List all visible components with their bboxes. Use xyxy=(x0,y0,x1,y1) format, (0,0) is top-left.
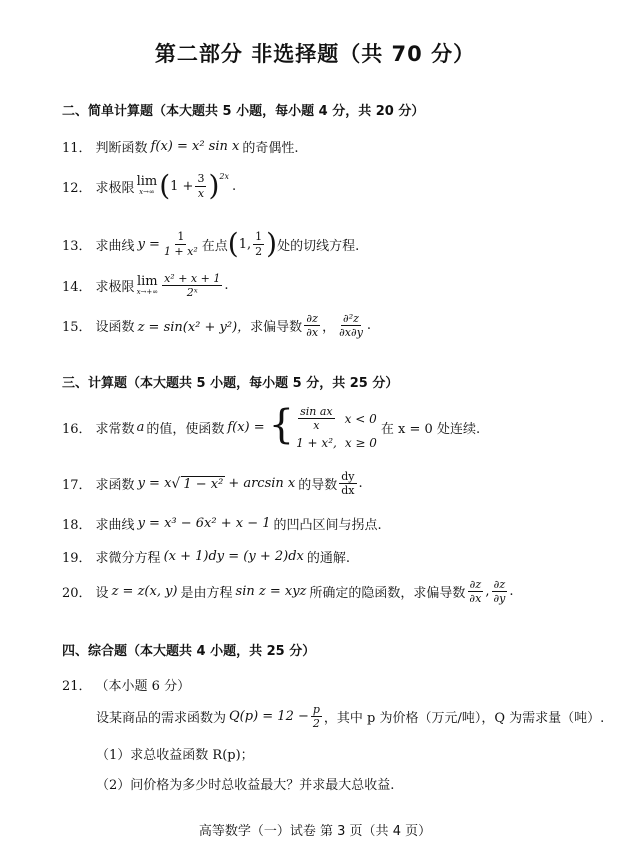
question-text: 的通解. xyxy=(306,551,350,566)
question-21-part-2: （2）问价格为多少时总收益最大？并求最大总收益. xyxy=(96,778,395,793)
denominator: ∂x xyxy=(306,326,319,340)
right-paren: ) xyxy=(266,227,278,260)
fraction xyxy=(195,172,206,199)
question-number: 20． xyxy=(62,586,92,602)
fraction xyxy=(253,230,264,257)
piecewise-function xyxy=(268,402,377,451)
numerator: 3 xyxy=(197,172,205,186)
question-text: 的值，使函数 xyxy=(146,422,225,438)
math-expression: + arcsin x xyxy=(228,476,296,492)
question-text: 在点 xyxy=(201,238,228,254)
radicand: 1 − x² xyxy=(183,476,224,492)
page-footer: 高等数学（一）试卷 第 3 页（共 4 页） xyxy=(198,824,432,839)
denominator: x xyxy=(313,419,320,433)
fraction xyxy=(339,470,356,497)
lim-symbol: lim xyxy=(136,174,158,189)
question-21-description xyxy=(96,703,604,730)
fraction xyxy=(467,578,483,605)
question-number: 11． xyxy=(62,141,92,156)
denominator: 2 xyxy=(312,717,320,731)
fraction xyxy=(162,272,222,299)
question-number: 12． xyxy=(62,180,92,196)
denominator: x xyxy=(197,186,205,200)
denominator: ∂x xyxy=(469,592,482,606)
left-paren: ( xyxy=(227,227,239,260)
question-number: 16． xyxy=(62,422,92,438)
fraction xyxy=(311,703,322,730)
section-heading-calc: 三、计算题（本大题共 5 小题，每小题 5 分，共 25 分） xyxy=(62,376,399,391)
numerator: ∂z xyxy=(493,578,506,591)
denominator: ∂y xyxy=(493,592,506,606)
question-text: 处的切线方程. xyxy=(277,238,360,254)
right-paren: ) xyxy=(208,169,220,202)
separator: ， xyxy=(322,320,336,336)
limit-subscript: x→+∞ xyxy=(136,287,159,296)
fraction xyxy=(337,312,365,339)
question-text: . xyxy=(232,178,237,194)
math-expression: f(x) = x² sin x xyxy=(150,139,240,154)
left-paren: ( xyxy=(159,169,171,202)
question-number: 14． xyxy=(62,280,92,296)
denominator: dx xyxy=(341,484,355,498)
separator: , xyxy=(485,584,490,600)
fraction xyxy=(304,312,320,339)
question-text: 在 x = 0 处连续. xyxy=(380,422,481,438)
question-text: 求常数 xyxy=(95,422,135,438)
question-text: . xyxy=(358,476,363,492)
question-text: . xyxy=(224,278,229,294)
question-text: 求极限 xyxy=(95,280,135,296)
math-expression: 1, xyxy=(238,236,252,252)
question-11 xyxy=(62,137,299,156)
question-17 xyxy=(62,470,363,497)
denominator: 1 + x² xyxy=(163,244,198,258)
question-16 xyxy=(62,402,481,451)
question-12 xyxy=(62,169,237,202)
question-text: 设函数 xyxy=(95,320,135,336)
numerator: 1 xyxy=(177,230,185,244)
piecewise-case-2 xyxy=(296,436,377,450)
section-heading-simple-calc: 二、简单计算题（本大题共 5 小题，每小题 4 分，共 20 分） xyxy=(62,104,425,119)
math-expression: y = xyxy=(137,236,160,252)
question-text: （本小题 6 分） xyxy=(95,679,191,694)
question-13 xyxy=(62,227,360,260)
question-text: 的导数 xyxy=(298,478,338,494)
left-brace: { xyxy=(268,402,295,448)
limit-operator xyxy=(137,275,159,297)
question-text: 求曲线 xyxy=(95,518,135,533)
question-text: ，其中 p 为价格（万元/吨），Q 为需求量（吨）. xyxy=(323,711,605,727)
question-number: 15． xyxy=(62,320,92,336)
numerator: p xyxy=(312,703,320,716)
limit-subscript: x→∞ xyxy=(139,188,155,197)
question-text: 是由方程 xyxy=(180,586,233,602)
section-heading-comprehensive: 四、综合题（本大题共 4 小题，共 25 分） xyxy=(62,644,316,659)
numerator: dy xyxy=(341,470,355,483)
question-text: 求函数 xyxy=(95,478,135,494)
question-number: 17． xyxy=(62,478,92,494)
question-number: 21． xyxy=(62,679,92,694)
numerator: ∂z xyxy=(306,312,318,325)
numerator: x² + x + 1 xyxy=(164,272,221,285)
question-18 xyxy=(62,514,382,533)
denominator: ∂x∂y xyxy=(339,326,363,340)
math-expression: z = sin(x² + y²)， xyxy=(137,320,251,336)
case-condition: x ≥ 0 xyxy=(344,436,377,451)
question-text: 判断函数 xyxy=(95,141,148,156)
question-text: 求极限 xyxy=(95,180,135,196)
math-expression: z = z(x, y) xyxy=(111,584,178,600)
radical-sign: √ xyxy=(171,475,181,492)
math-expression: y = x xyxy=(137,476,172,492)
question-number: 19． xyxy=(62,551,92,566)
limit-operator xyxy=(137,175,158,197)
question-text: . xyxy=(366,318,372,334)
question-19 xyxy=(62,547,350,566)
question-text: 设某商品的需求函数为 xyxy=(96,711,227,727)
numerator: sin ax xyxy=(300,405,333,418)
page-title: 第二部分 非选择题（共 70 分） xyxy=(154,42,476,66)
math-expression: y = x³ − 6x² + x − 1 xyxy=(137,516,271,531)
math-expression: 1 + xyxy=(170,178,194,194)
question-text: . xyxy=(509,584,514,600)
lim-symbol: lim xyxy=(136,273,158,289)
question-text: 设 xyxy=(95,586,109,602)
question-14 xyxy=(62,272,228,299)
question-text: 求微分方程 xyxy=(95,551,161,566)
math-expression: Q(p) = 12 − xyxy=(229,709,309,725)
math-expression: (x + 1)dy = (y + 2)dx xyxy=(163,549,304,564)
case-condition: x < 0 xyxy=(344,411,377,426)
question-20 xyxy=(62,578,514,605)
denominator: 2ˣ xyxy=(186,286,198,300)
question-number: 18． xyxy=(62,518,92,533)
math-expression: 1 + x², xyxy=(296,436,337,451)
math-variable: a xyxy=(136,420,145,436)
question-text: 的凹凸区间与拐点. xyxy=(273,518,382,533)
question-21-part-1: （1）求总收益函数 R(p)； xyxy=(96,748,254,763)
question-text: 求偏导数 xyxy=(250,320,303,336)
denominator: 2 xyxy=(255,244,263,258)
question-text: 所确定的隐函数，求偏导数 xyxy=(309,586,466,602)
numerator: ∂²z xyxy=(343,312,359,325)
fraction xyxy=(491,578,507,605)
math-expression: sin z = xyz xyxy=(235,584,307,600)
numerator: ∂z xyxy=(469,578,482,591)
fraction xyxy=(298,405,335,432)
exponent: 2x xyxy=(219,172,229,181)
question-text: 求曲线 xyxy=(95,238,135,254)
question-text: 的奇偶性. xyxy=(242,141,299,156)
question-number: 13． xyxy=(62,238,92,254)
piecewise-case-1 xyxy=(296,405,377,432)
fraction xyxy=(162,230,200,257)
numerator: 1 xyxy=(255,230,263,244)
math-expression: f(x) = xyxy=(227,420,265,436)
question-15 xyxy=(62,312,371,339)
question-21 xyxy=(62,675,190,694)
